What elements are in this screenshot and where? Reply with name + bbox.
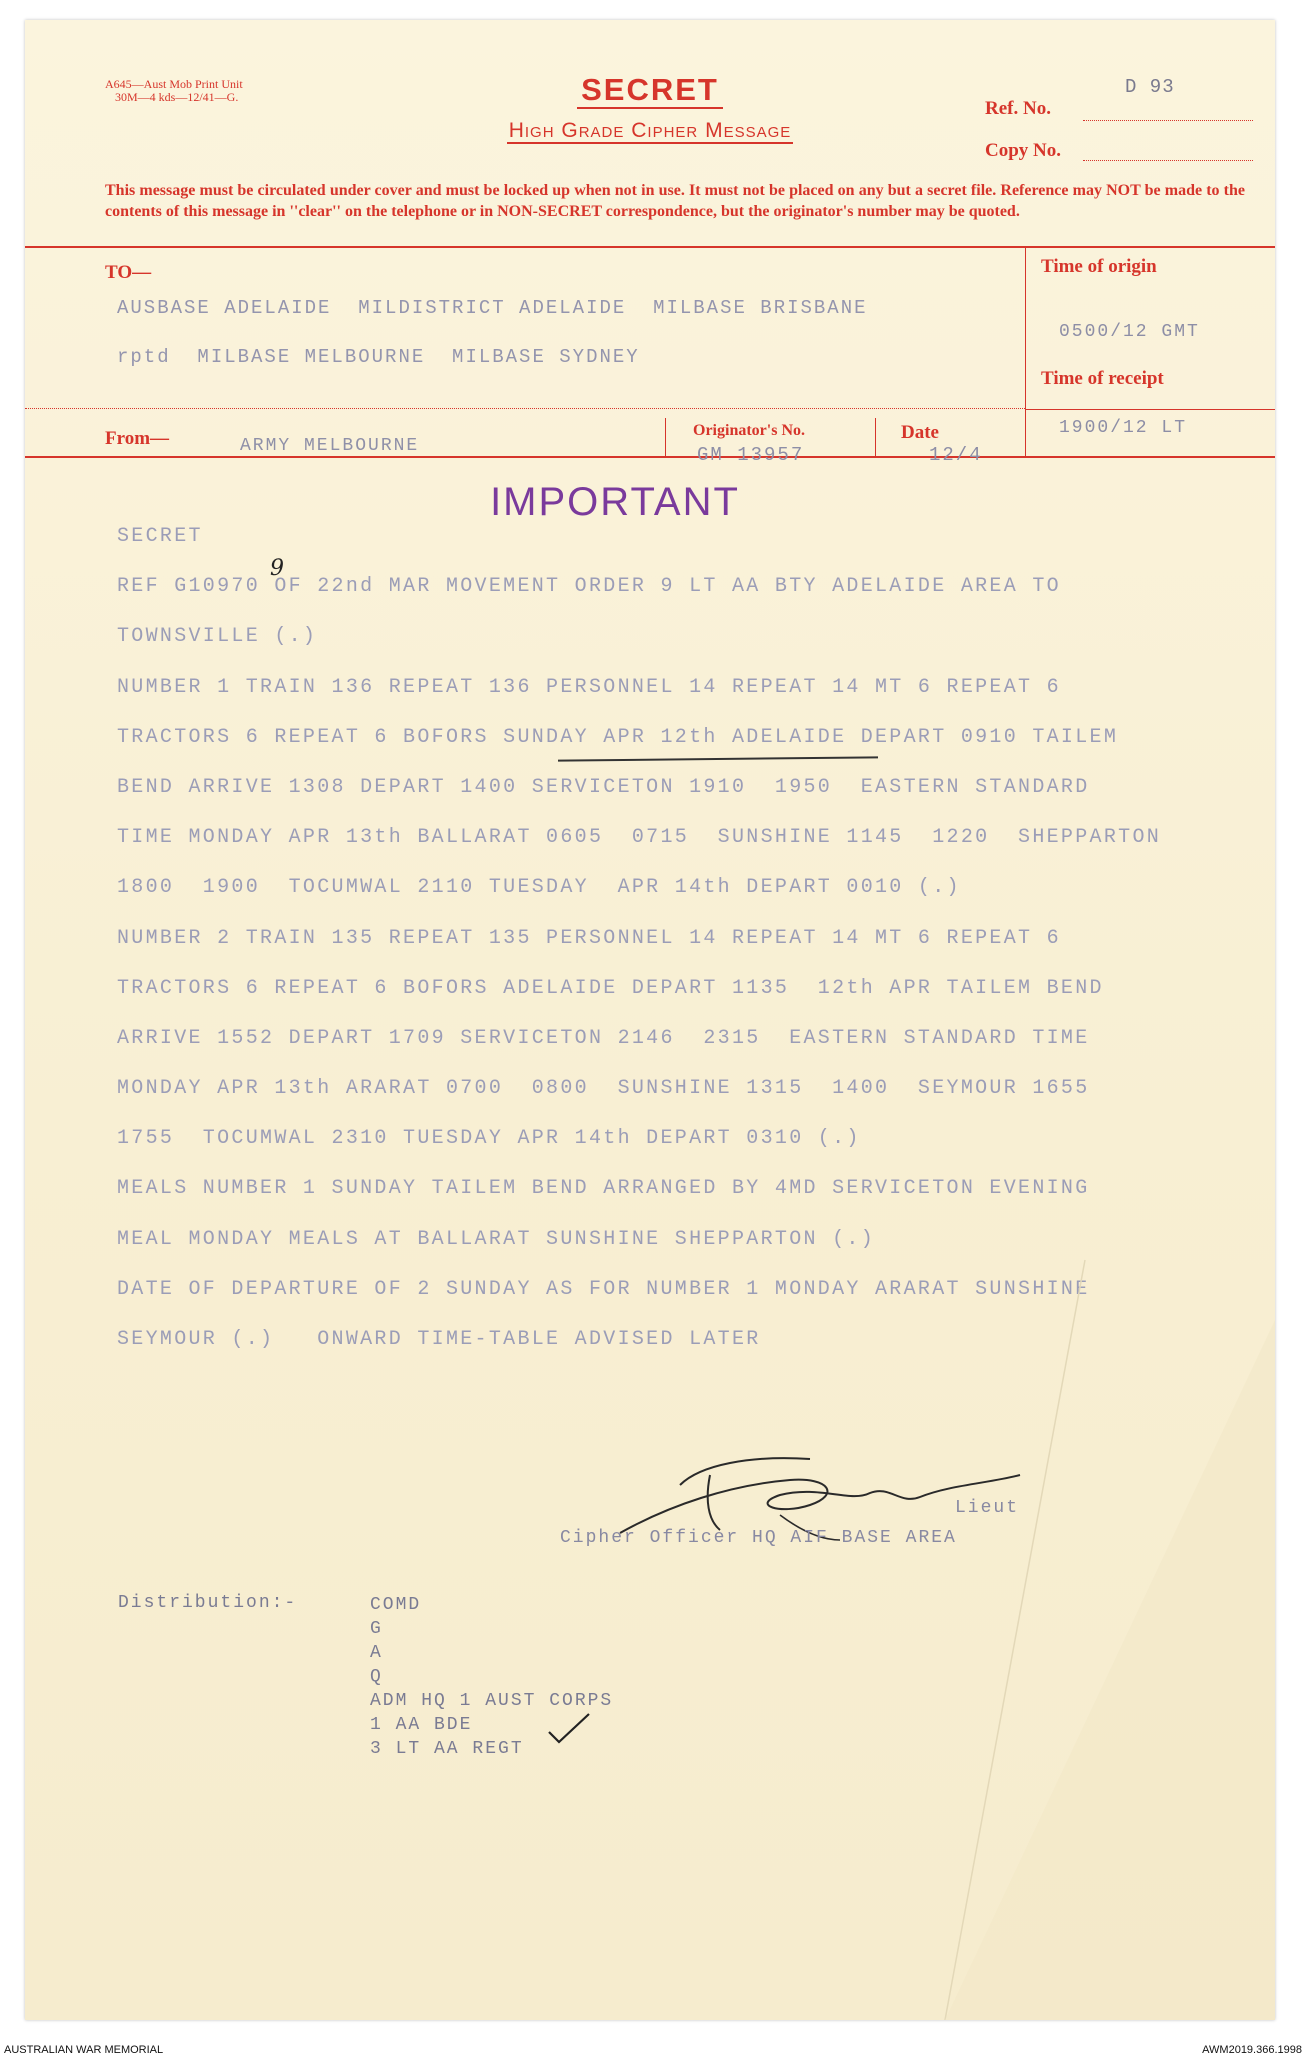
message-line: TIME MONDAY APR 13th BALLARAT 0605 0715 SUNSHINE 1145 1220 SHEPPARTON — [117, 826, 1162, 850]
from-value: ARMY MELBOURNE — [240, 436, 420, 456]
message-line: 1755 TOCUMWAL 2310 TUESDAY APR 14th DEPART 0310 (.) — [117, 1127, 861, 1151]
footer-institution: AUSTRALIAN WAR MEMORIAL — [4, 2044, 164, 2056]
signature-title: Cipher Officer HQ AIF BASE AREA — [560, 1528, 957, 1548]
distribution-item: 1 AA BDE — [370, 1715, 473, 1735]
important-stamp: IMPORTANT — [490, 480, 740, 524]
to-addressees-line-2: rptd MILBASE MELBOURNE MILBASE SYDNEY — [117, 346, 640, 368]
cipher-message-sheet — [25, 20, 1275, 2020]
message-line: TRACTORS 6 REPEAT 6 BOFORS SUNDAY APR 12th ADELAIDE DEPART 0910 TAILEM — [117, 725, 1119, 749]
distribution-item: A — [370, 1643, 383, 1663]
to-addressees-line-1: AUSBASE ADELAIDE MILDISTRICT ADELAIDE MILBASE BRISBANE — [117, 297, 868, 319]
message-line: MONDAY APR 13th ARARAT 0700 0800 SUNSHINE 1315 1400 SEYMOUR 1655 — [117, 1077, 1090, 1101]
distribution-label: Distribution:- — [118, 1593, 298, 1613]
message-line: SEYMOUR (.) ONWARD TIME-TABLE ADVISED LATER — [117, 1328, 761, 1351]
print-ref-line-1: A645—Aust Mob Print Unit — [105, 77, 243, 91]
message-line: ARRIVE 1552 DEPART 1709 SERVICETON 2146 2315 EASTERN STANDARD TIME — [117, 1026, 1090, 1050]
message-line: SECRET — [117, 525, 203, 548]
message-line: 1800 1900 TOCUMWAL 2110 TUESDAY APR 14th DEPART 0010 (.) — [117, 876, 961, 900]
message-line: TOWNSVILLE (.) — [117, 625, 318, 649]
message-line: NUMBER 2 TRAIN 135 REPEAT 135 PERSONNEL 14 REPEAT 14 MT 6 REPEAT 6 — [117, 926, 1061, 950]
footer-accession-number: AWM2019.366.1998 — [1202, 2044, 1302, 2056]
message-line: DATE OF DEPARTURE OF 2 SUNDAY AS FOR NUMBER 1 MONDAY ARARAT SUNSHINE — [117, 1277, 1090, 1301]
message-line: REF G10970 OF 22nd MAR MOVEMENT ORDER 9 LT AA BTY ADELAIDE AREA TO — [117, 575, 1061, 599]
message-line: BEND ARRIVE 1308 DEPART 1400 SERVICETON 1910 1950 EASTERN STANDARD — [117, 775, 1090, 799]
copy-no-label: Copy No. — [985, 140, 1062, 161]
form-subtitle: High Grade Cipher Message — [508, 119, 792, 142]
paper-fold-crease — [25, 20, 1275, 2020]
handwritten-correction: 9 — [270, 556, 284, 581]
message-line: MEAL MONDAY MEALS AT BALLARAT SUNSHINE SHEPPARTON (.) — [117, 1227, 876, 1251]
time-of-receipt-label: Time of receipt — [1041, 368, 1164, 389]
handling-notice: This message must be circulated under cover and must be locked up when not in use. It must not be placed on any but a secret file. Reference may NOT be made to the contents of this message in ''clear'' on the telephone or in NON-SECRET correspondence, but the originator's number may be quoted. — [105, 182, 1245, 220]
message-line: TRACTORS 6 REPEAT 6 BOFORS ADELAIDE DEPART 1135 12th APR TAILEM BEND — [117, 976, 1104, 1000]
ref-no-value: D 93 — [1125, 76, 1175, 98]
message-line: MEALS NUMBER 1 SUNDAY TAILEM BEND ARRANGED BY 4MD SERVICETON EVENING — [117, 1177, 1090, 1201]
date-label: Date — [901, 422, 939, 443]
distribution-item: G — [370, 1619, 383, 1639]
to-label: TO— — [105, 262, 152, 283]
originators-no-label: Originator's No. — [693, 422, 805, 439]
signature-rank: Lieut — [955, 1498, 1020, 1518]
secret-heading: SECRET — [25, 72, 1275, 108]
print-ref-line-2: 30M—4 kds—12/41—G. — [115, 90, 239, 104]
originators-no-value: GM 13957 — [697, 444, 805, 466]
distribution-item: COMD — [370, 1595, 422, 1615]
distribution-item: Q — [370, 1667, 383, 1687]
time-of-origin-value: 0500/12 GMT — [1059, 322, 1200, 342]
time-of-receipt-value: 1900/12 LT — [1059, 418, 1188, 438]
from-label: From— — [105, 428, 170, 449]
date-value: 12/4 — [929, 444, 983, 466]
message-line: NUMBER 1 TRAIN 136 REPEAT 136 PERSONNEL 14 REPEAT 14 MT 6 REPEAT 6 — [117, 675, 1061, 699]
distribution-item: ADM HQ 1 AUST CORPS — [370, 1691, 614, 1711]
ref-no-label: Ref. No. — [985, 98, 1051, 119]
time-of-origin-label: Time of origin — [1041, 256, 1157, 277]
distribution-item: 3 LT AA REGT — [370, 1739, 524, 1759]
